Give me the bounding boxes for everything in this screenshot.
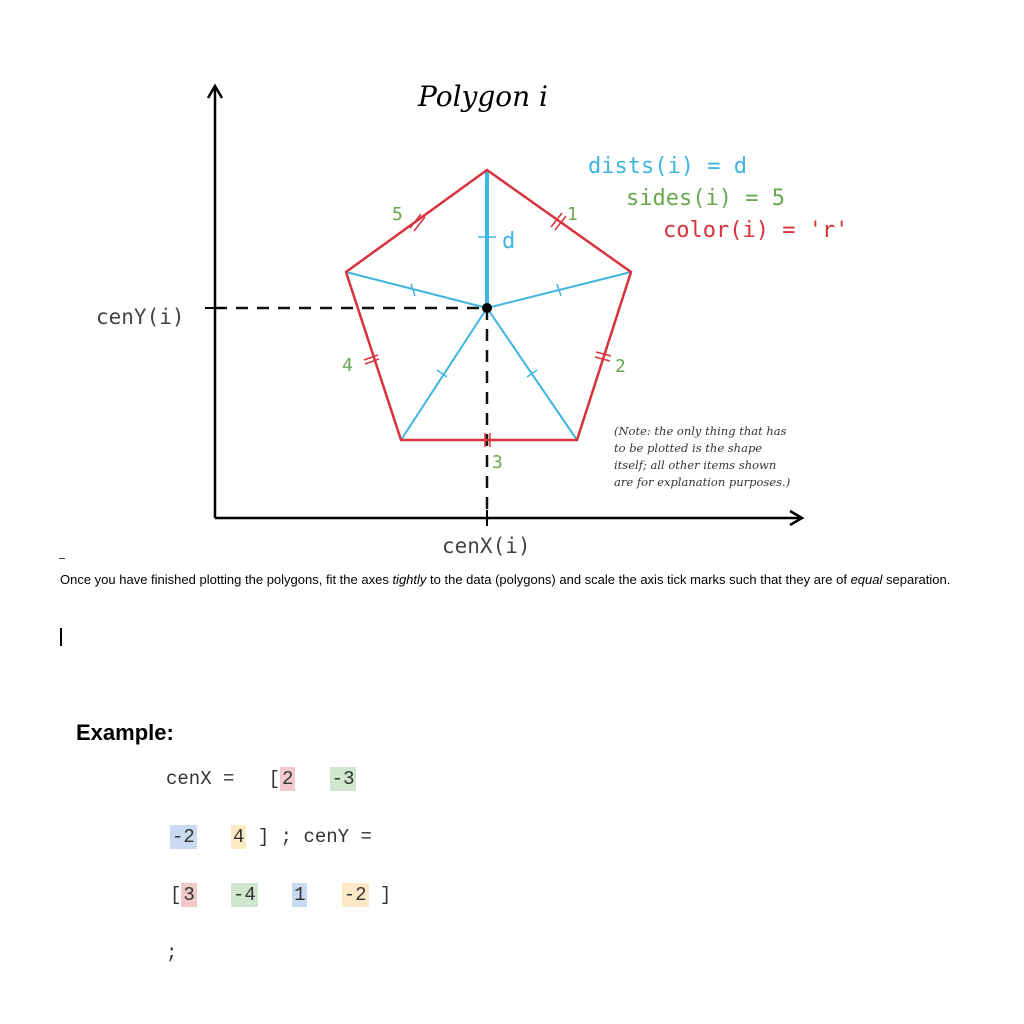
instruction-equal: equal (850, 572, 883, 587)
code-line-4 (166, 942, 177, 964)
stray-mark (59, 558, 65, 559)
example-heading: Example: (76, 720, 174, 745)
terminator-semicolon: ; (166, 942, 178, 964)
instruction-part-2: to the data (polygons) and scale the axis tick marks such that they are of (426, 572, 851, 587)
explanation-note (614, 424, 790, 489)
code-line-1 (166, 768, 356, 790)
spoke-left (346, 272, 487, 308)
instruction-part-3: separation. (882, 572, 951, 587)
cenx-value-3: -2 (172, 826, 195, 848)
side-number-4: 4 (342, 355, 353, 376)
side-number-5: 5 (392, 204, 403, 225)
ceny-label-code: cenY = (303, 826, 372, 848)
cenx-value-1: 2 (282, 768, 294, 790)
ceny-value-2: -4 (233, 884, 256, 906)
text-cursor[interactable] (60, 628, 62, 646)
color-label: color(i) = 'r' (663, 218, 849, 243)
ceny-label: cenY(i) (96, 305, 185, 329)
ceny-value-1: 3 (183, 884, 195, 906)
note-line-4: are for explanation purposes.) (614, 475, 791, 489)
semicolon-separator: ; (280, 826, 293, 848)
sides-label: sides(i) = 5 (626, 186, 785, 211)
close-bracket-ceny: ] (379, 884, 392, 906)
note-line-2: to be plotted is the shape (614, 441, 763, 455)
diagram-title: Polygon i (418, 80, 549, 113)
code-line-2 (170, 826, 372, 848)
side-number-3: 3 (492, 452, 503, 473)
cenx-label: cenX(i) (442, 534, 531, 558)
side-number-1: 1 (567, 204, 578, 225)
open-bracket-cenx: [ (268, 768, 281, 790)
ceny-value-4: -2 (343, 884, 367, 906)
cenx-value-2: -3 (331, 768, 355, 790)
center-point (482, 303, 492, 313)
cenx-value-4: 4 (233, 826, 245, 848)
ceny-value-3: 1 (294, 884, 306, 906)
cenx-label-code: cenX = (166, 768, 235, 790)
side-number-2: 2 (615, 356, 626, 377)
instruction-part-1: Once you have finished plotting the polygons, fit the axes (60, 572, 393, 587)
open-bracket-ceny: [ (170, 884, 182, 906)
d-label: d (502, 229, 516, 254)
code-line-3 (170, 884, 391, 906)
close-bracket-cenx: ] (257, 826, 270, 848)
center-guides (215, 308, 487, 520)
instruction-tightly: tightly (392, 572, 427, 587)
note-line-1: (Note: the only thing that has (614, 424, 787, 438)
note-line-3: itself; all other items shown (614, 458, 777, 472)
dists-label: dists(i) = d (588, 154, 747, 179)
instruction-paragraph (60, 572, 960, 588)
